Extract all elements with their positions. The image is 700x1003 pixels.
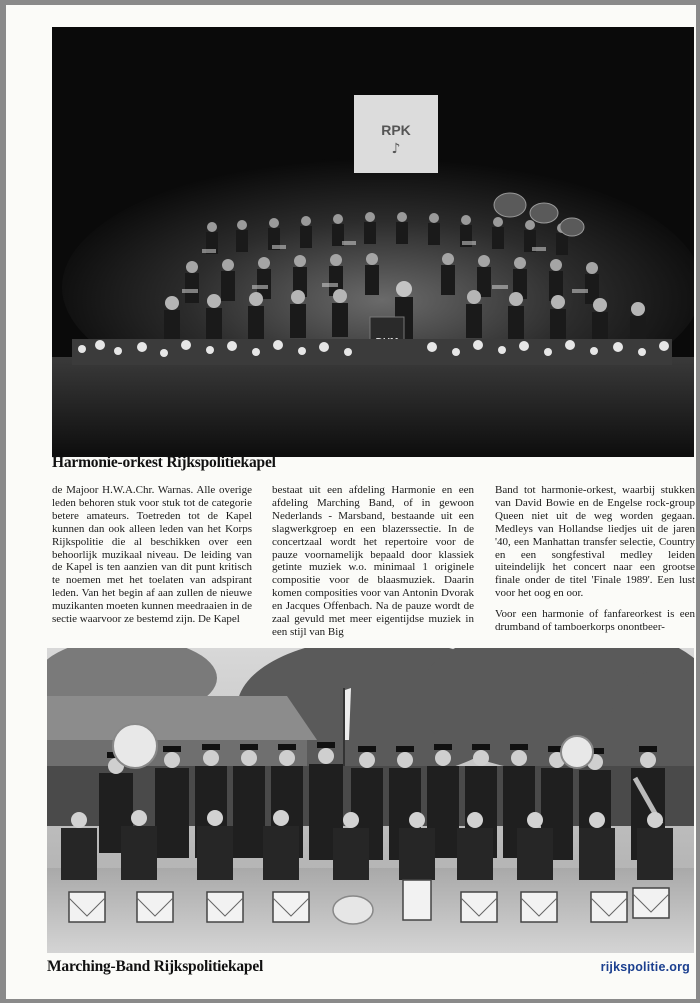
paragraph: bestaat uit een afdeling Harmonie en een afdeling Marching Band, of in gewoon Nederlands - Marsband, bestaande uit een slagwerkgroep en een blazerssectie. In de concertzaal wordt het repertoire voor de pauze voornamelijk bepaald door klassiek getinte muziek w.o. minimaal 1 originele compositie voor de blaasmuziek. Daarin komen composities voor van Antonin Dvorak en Jacques Offenbach. Na de pauze wordt de zaal gevuld met meer eigentijdse muziek in een stijl van Big xyxy=(272,484,474,638)
photo-marching-band xyxy=(47,648,694,953)
marching-band-group-image xyxy=(47,648,694,953)
photo-caption-marching-band: Marching-Band Rijkspolitiekapel xyxy=(47,958,264,975)
site-watermark: rijkspolitie.org xyxy=(600,960,690,974)
paragraph: de Majoor H.W.A.Chr. Warnas. Alle overige leden behoren stuk voor stuk tot de categorie betere amateurs. Toetreden tot de Kapel kunnen dan ook alleen leden van het Korps Rijkspolitie die al beschikken over een behoorlijk muzikaal niveau. De leiding van de Kapel is ten aanzien van dit punt kritisch te noemen met het toelaten van adspirant leden. Van het begin af aan zullen de nieuwe muzikanten moeten kunnen meedraaien in de sectie waarvoor ze bestemd zijn. De Kapel xyxy=(52,484,252,626)
paragraph: Band tot harmonie-orkest, waarbij stukken van David Bowie en de Engelse rock-group Queen niet uit de weg worden gegaan. Medleys van Hollandse liedjes uit de jaren '40, een Manhattan transfer selectie, Country en een songfestival medley leiden uiteindelijk het concert naar een grootse finale onder de titel 'Finale 1989'. Een lust voor het oog en oor. xyxy=(495,484,695,600)
article-column-2 xyxy=(272,484,474,647)
stage-flowers xyxy=(72,339,672,365)
article-column-3 xyxy=(495,484,695,642)
photo-harmonie-orkest xyxy=(52,27,694,457)
article-columns xyxy=(52,484,696,646)
article-column-1 xyxy=(52,484,252,634)
screen-logo-text: RPK xyxy=(381,122,411,138)
music-note-icon: ♪ xyxy=(391,141,401,157)
paragraph: Voor een harmonie of fanfareorkest is een drumband of tamboerkorps onontbeer- xyxy=(495,608,695,634)
concert-stage-image xyxy=(52,27,694,457)
photo-caption-harmonie: Harmonie-orkest Rijkspolitiekapel xyxy=(52,454,276,471)
conductor-figure xyxy=(396,281,412,297)
